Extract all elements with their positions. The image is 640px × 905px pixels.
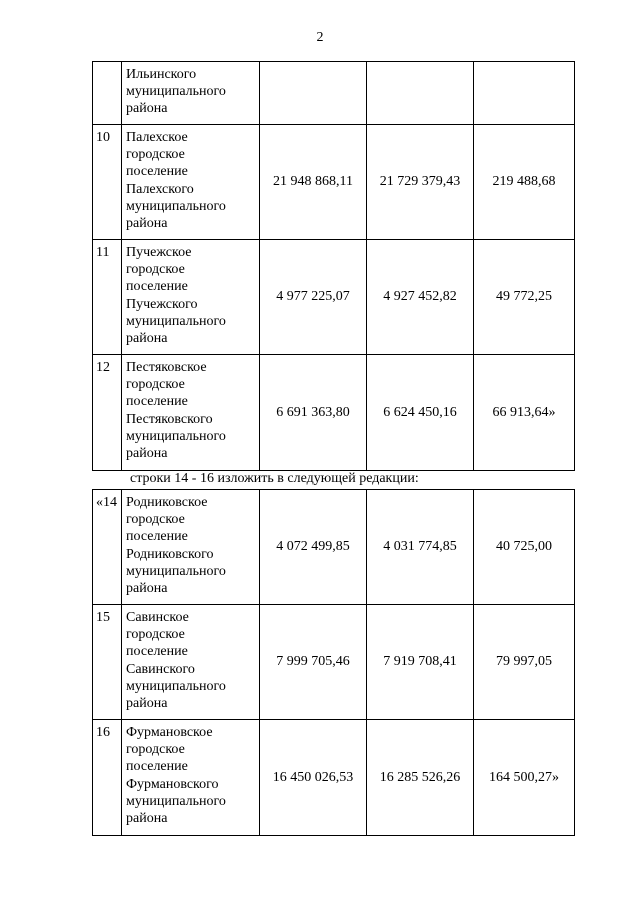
amount-total: 16 450 026,53 xyxy=(260,720,367,836)
row-number: 11 xyxy=(93,240,122,355)
row-number xyxy=(93,62,122,125)
row-number: 16 xyxy=(93,720,122,836)
amount-regional: 79 997,05 xyxy=(474,605,575,720)
budget-table-part-1 xyxy=(92,61,575,471)
amount-federal: 16 285 526,26 xyxy=(367,720,474,836)
row-number: 12 xyxy=(93,355,122,471)
row-number: 10 xyxy=(93,125,122,240)
amount-federal: 6 624 450,16 xyxy=(367,355,474,471)
municipality-name: Палехское городское поселение Палехского муниципального района xyxy=(126,130,226,232)
page-number: 2 xyxy=(316,30,324,45)
municipality-name: Пестяковское городское поселение Пестяковского муниципального района xyxy=(126,360,226,462)
amount-regional xyxy=(474,62,575,125)
table-row xyxy=(93,125,575,240)
budget-table-part-2 xyxy=(92,489,575,836)
table-row xyxy=(93,605,575,720)
table-row xyxy=(93,62,575,125)
municipality-name: Родниковское городское поселение Родниковского муниципального района xyxy=(126,495,226,597)
table-row xyxy=(93,490,575,605)
amount-federal: 4 927 452,82 xyxy=(367,240,474,355)
municipality-name: Фурмановское городское поселение Фурмановского муниципального района xyxy=(126,725,226,827)
amount-regional: 219 488,68 xyxy=(474,125,575,240)
row-number: 15 xyxy=(93,605,122,720)
amount-total: 7 999 705,46 xyxy=(260,605,367,720)
amount-total: 6 691 363,80 xyxy=(260,355,367,471)
row-number: «14 xyxy=(93,490,122,605)
amount-federal: 21 729 379,43 xyxy=(367,125,474,240)
table-row xyxy=(93,240,575,355)
table-row xyxy=(93,720,575,836)
amount-total: 4 977 225,07 xyxy=(260,240,367,355)
amount-federal xyxy=(367,62,474,125)
amount-total xyxy=(260,62,367,125)
amount-regional: 164 500,27» xyxy=(474,720,575,836)
amount-regional: 49 772,25 xyxy=(474,240,575,355)
municipality-name: Савинское городское поселение Савинского муниципального района xyxy=(126,610,226,712)
table-row xyxy=(93,355,575,471)
amount-total: 21 948 868,11 xyxy=(260,125,367,240)
municipality-name: Ильинского муниципального района xyxy=(126,67,226,117)
amount-regional: 66 913,64» xyxy=(474,355,575,471)
amount-federal: 4 031 774,85 xyxy=(367,490,474,605)
amount-federal: 7 919 708,41 xyxy=(367,605,474,720)
amount-total: 4 072 499,85 xyxy=(260,490,367,605)
amount-regional: 40 725,00 xyxy=(474,490,575,605)
municipality-name: Пучежское городское поселение Пучежского муниципального района xyxy=(126,245,226,347)
amendment-instruction: строки 14 - 16 изложить в следующей редакции: xyxy=(130,471,419,486)
